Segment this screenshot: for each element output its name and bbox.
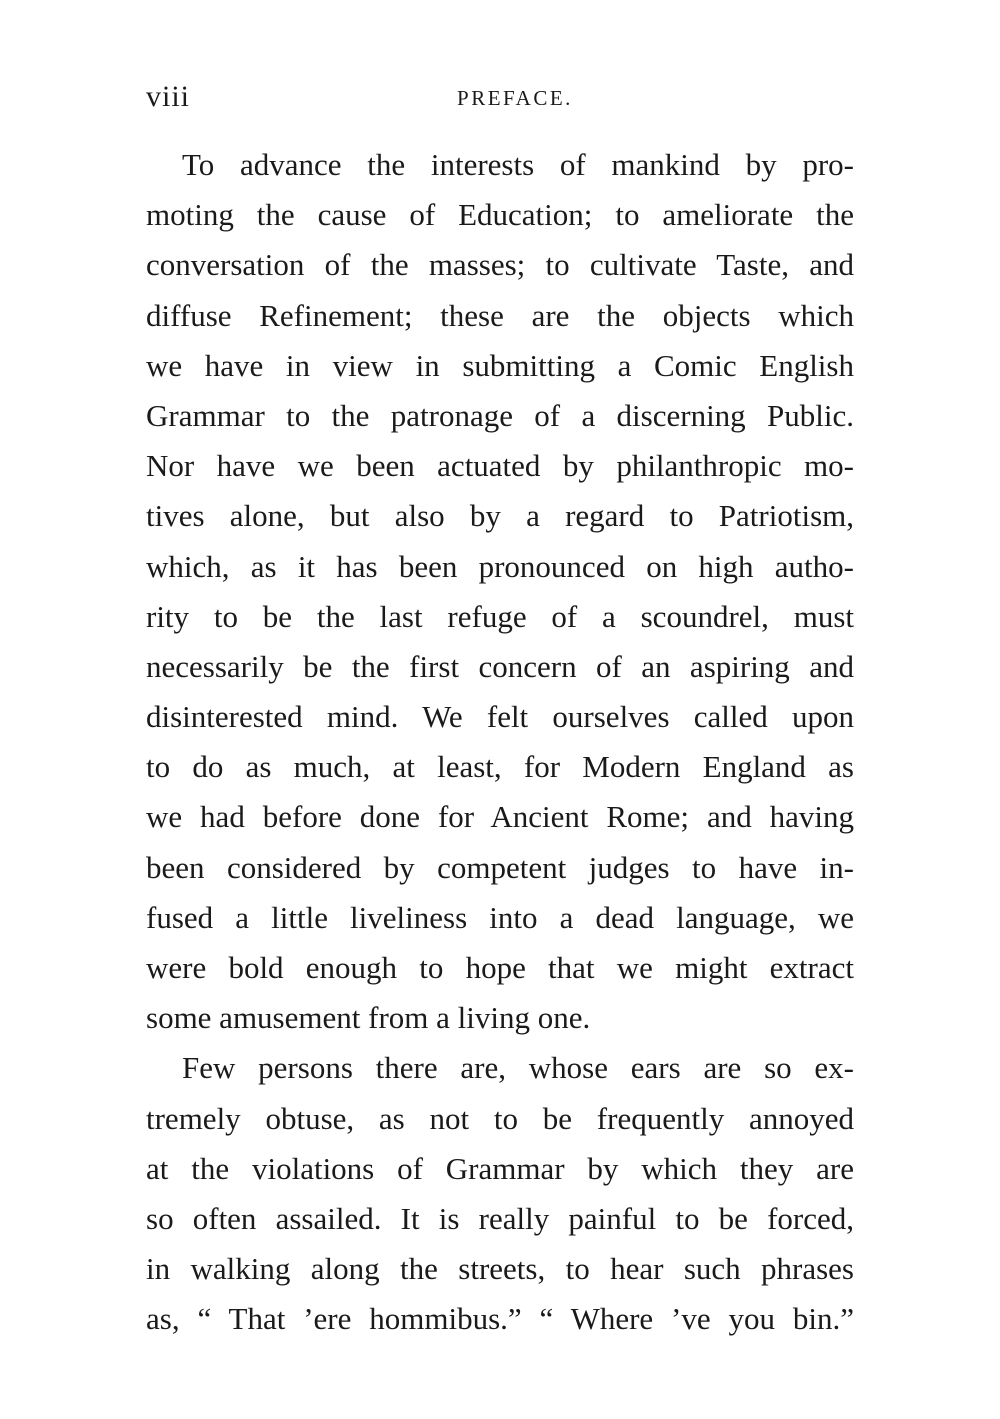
text-line: we had before done for Ancient Rome; and having xyxy=(146,799,854,835)
text-line: tremely obtuse, as not to be frequently annoyed xyxy=(146,1100,854,1136)
text-line: at the violations of Grammar by which they are xyxy=(146,1150,854,1186)
text-line: disinterested mind. We felt ourselves called upon xyxy=(146,699,854,735)
text-line: Nor have we been actuated by philanthropic mo- xyxy=(146,448,854,484)
text-line: some amusement from a living one. xyxy=(146,1000,591,1036)
text-line: in walking along the streets, to hear such phrases xyxy=(146,1251,854,1287)
text-line: been considered by competent judges to have in- xyxy=(146,849,854,885)
text-line: moting the cause of Education; to ameliorate the xyxy=(146,197,854,233)
text-line: diffuse Refinement; these are the objects which xyxy=(146,297,854,333)
running-title: PREFACE. xyxy=(457,86,573,110)
text-line: conversation of the masses; to cultivate Taste, and xyxy=(146,247,854,283)
text-line: rity to be the last refuge of a scoundrel, must xyxy=(146,598,854,634)
text-line: so often assailed. It is really painful to be forced, xyxy=(146,1200,854,1236)
text-line: were bold enough to hope that we might extract xyxy=(146,950,854,985)
text-line: to do as much, at least, for Modern England as xyxy=(146,749,854,785)
page-number: viii xyxy=(146,80,191,113)
paragraph-1 xyxy=(146,140,854,1043)
text-line: as, “ That ’ere hommibus.” “ Where ’ve you bin.” xyxy=(146,1301,854,1337)
text-line: fused a little liveliness into a dead language, we xyxy=(146,899,854,935)
text-line: which, as it has been pronounced on high autho- xyxy=(146,548,854,584)
text-line: Grammar to the patronage of a discerning Public. xyxy=(146,397,854,433)
body-text xyxy=(146,140,854,1345)
text-line: Few persons there are, whose ears are so ex- xyxy=(182,1050,854,1086)
running-head xyxy=(146,80,854,120)
text-line: To advance the interests of mankind by pro- xyxy=(182,147,854,182)
paragraph-2 xyxy=(146,1043,854,1344)
text-line: tives alone, but also by a regard to Patriotism, xyxy=(146,498,854,534)
text-line: necessarily be the first concern of an aspiring and xyxy=(146,648,854,684)
text-line: we have in view in submitting a Comic English xyxy=(146,347,854,383)
